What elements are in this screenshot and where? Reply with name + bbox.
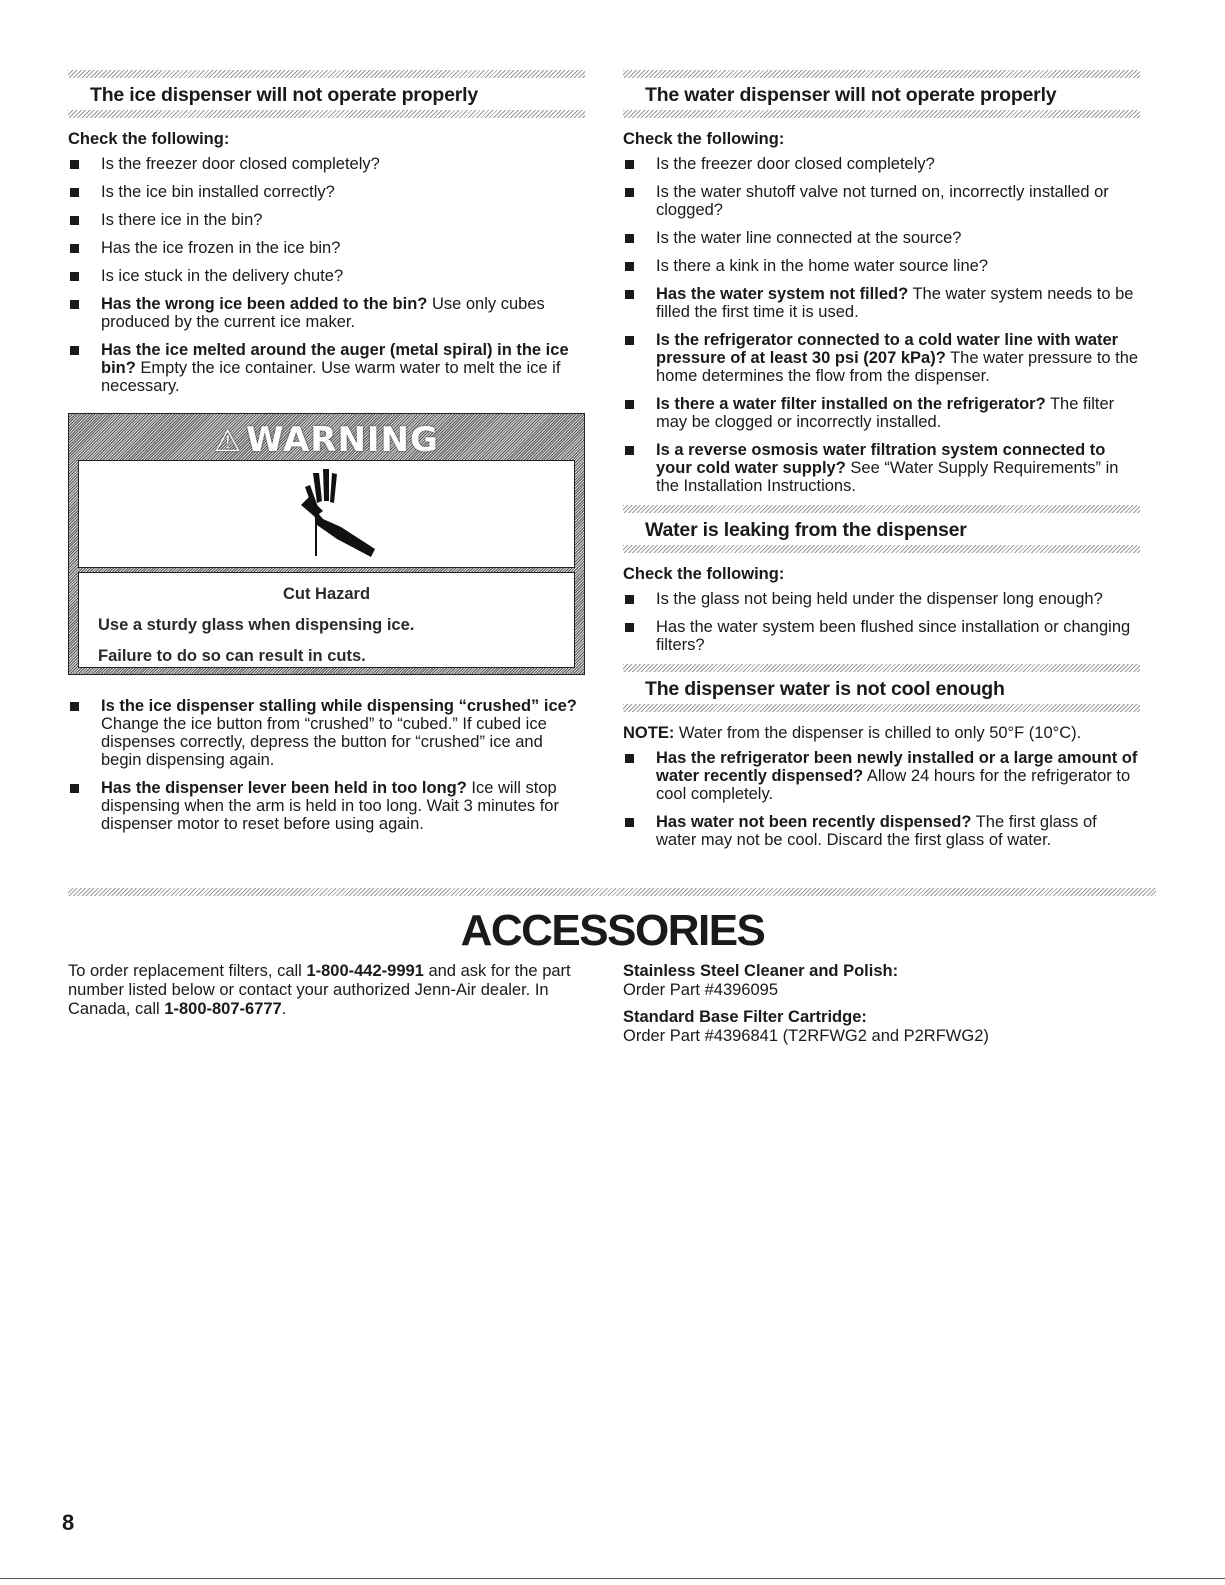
- bullet-icon: [70, 272, 79, 281]
- accessories-divider: [68, 888, 1156, 896]
- bullet-icon: [70, 346, 79, 355]
- right-column: [623, 70, 1140, 859]
- list-item: Has the dispenser lever been held in too long? Ice will stop dispensing when the arm is held in too long. Wait 3 minutes for dispenser motor to reset before using again.: [68, 779, 585, 833]
- list-item: Is the freezer door closed completely?: [623, 155, 1140, 173]
- section-divider: [68, 110, 585, 118]
- accessories-title: ACCESSORIES: [460, 906, 765, 955]
- ice-check-label: Check the following:: [68, 130, 230, 148]
- leak-checklist: [623, 590, 1140, 654]
- accessories-list: [623, 962, 1143, 1054]
- bullet-icon: [70, 188, 79, 197]
- bullet-icon: [625, 188, 634, 197]
- bullet-icon: [70, 216, 79, 225]
- list-item: Has the wrong ice been added to the bin? Use only cubes produced by the current ice maker.: [68, 295, 585, 331]
- list-item: Is the refrigerator connected to a cold water line with water pressure of at least 30 psi (207 kPa)? The water pressure to the home determines the flow from the dispenser.: [623, 331, 1140, 385]
- ice-section-title: The ice dispenser will not operate properly: [90, 84, 478, 106]
- bullet-icon: [70, 160, 79, 169]
- cool-note: NOTE: Water from the dispenser is chilled to only 50°F (10°C).: [623, 724, 1082, 742]
- list-item: Is the freezer door closed completely?: [68, 155, 585, 173]
- accessory-name: Standard Base Filter Cartridge:: [623, 1008, 867, 1026]
- bullet-icon: [625, 234, 634, 243]
- list-item: Is there a kink in the home water source line?: [623, 257, 1140, 275]
- water-section-title: The water dispenser will not operate properly: [645, 84, 1057, 106]
- warning-text-panel: [78, 572, 575, 668]
- cool-checklist: [623, 749, 1140, 849]
- accessory-name: Stainless Steel Cleaner and Polish:: [623, 962, 899, 980]
- bullet-icon: [625, 446, 634, 455]
- bullet-icon: [625, 336, 634, 345]
- section-divider: [623, 664, 1140, 672]
- bullet-icon: [625, 595, 634, 604]
- warning-instruction: Use a sturdy glass when dispensing ice.: [98, 616, 415, 634]
- page-number: 8: [62, 1510, 75, 1535]
- warning-consequence: Failure to do so can result in cuts.: [98, 647, 366, 665]
- section-divider: [623, 70, 1140, 78]
- bullet-icon: [625, 160, 634, 169]
- warning-box: [68, 413, 585, 675]
- warning-triangle-icon: ⚠: [214, 424, 242, 459]
- leak-check-label: Check the following:: [623, 565, 785, 583]
- ice-checklist-continued: [68, 697, 585, 833]
- bullet-icon: [625, 290, 634, 299]
- bullet-icon: [625, 754, 634, 763]
- list-item: Is there ice in the bin?: [68, 211, 585, 229]
- water-check-label: Check the following:: [623, 130, 785, 148]
- section-divider: [623, 545, 1140, 553]
- bottom-rule: [0, 1578, 1225, 1579]
- section-divider: [68, 70, 585, 78]
- cut-hazard-pictogram: [78, 460, 575, 568]
- section-divider: [623, 505, 1140, 513]
- bullet-icon: [625, 400, 634, 409]
- list-item: Is a reverse osmosis water filtration system connected to your cold water supply? See “Water Supply Requirements” in the Installation Instructions.: [623, 441, 1140, 495]
- list-item: Is the water shutoff valve not turned on, incorrectly installed or clogged?: [623, 183, 1140, 219]
- us-phone-number: 1-800-442-9991: [306, 962, 424, 980]
- list-item: Is ice stuck in the delivery chute?: [68, 267, 585, 285]
- section-divider: [623, 704, 1140, 712]
- leak-section-title: Water is leaking from the dispenser: [645, 519, 967, 541]
- list-item: Is the water line connected at the source?: [623, 229, 1140, 247]
- accessory-part: Order Part #4396841 (T2RFWG2 and P2RFWG2): [623, 1027, 989, 1045]
- list-item: Is the ice dispenser stalling while dispensing “crushed” ice? Change the ice button from “crushed” to “cubed.” If cubed ice dispenses correctly, depress the button for “crushed” ice and begin dispensing again.: [68, 697, 585, 769]
- list-item: Has the ice melted around the auger (metal spiral) in the ice bin? Empty the ice container. Use warm water to melt the ice if necessary.: [68, 341, 585, 395]
- section-divider: [623, 110, 1140, 118]
- list-item: Has the water system been flushed since installation or changing filters?: [623, 618, 1140, 654]
- left-column: [68, 70, 585, 843]
- list-item: Has the ice frozen in the ice bin?: [68, 239, 585, 257]
- bullet-icon: [70, 784, 79, 793]
- bullet-icon: [70, 244, 79, 253]
- list-item: Has water not been recently dispensed? The first glass of water may not be cool. Discard the first glass of water.: [623, 813, 1140, 849]
- accessory-item: [623, 962, 1143, 1000]
- cool-section-title: The dispenser water is not cool enough: [645, 678, 1005, 700]
- canada-phone-number: 1-800-807-6777: [164, 1000, 282, 1018]
- list-item: Is the ice bin installed correctly?: [68, 183, 585, 201]
- bullet-icon: [625, 623, 634, 632]
- list-item: Is there a water filter installed on the refrigerator? The filter may be clogged or incorrectly installed.: [623, 395, 1140, 431]
- bullet-icon: [70, 702, 79, 711]
- bullet-icon: [625, 262, 634, 271]
- list-item: Has the refrigerator been newly installed or a large amount of water recently dispensed? Allow 24 hours for the refrigerator to cool completely.: [623, 749, 1140, 803]
- hand-cut-icon: [79, 461, 576, 565]
- bullet-icon: [625, 818, 634, 827]
- list-item: Is the glass not being held under the dispenser long enough?: [623, 590, 1140, 608]
- ice-checklist: [68, 155, 585, 395]
- hazard-name: Cut Hazard: [282, 585, 371, 603]
- water-checklist: [623, 155, 1140, 495]
- bullet-icon: [70, 300, 79, 309]
- list-item: Has the water system not filled? The water system needs to be filled the first time it is used.: [623, 285, 1140, 321]
- accessories-intro: To order replacement filters, call 1-800-442-9991 and ask for the part number listed below or contact your authorized Jenn-Air dealer. In Canada, call 1-800-807-6777.: [68, 962, 571, 1018]
- warning-title: ⚠ WARNING: [214, 420, 439, 460]
- accessory-item: [623, 1008, 1143, 1046]
- accessory-part: Order Part #4396095: [623, 981, 779, 999]
